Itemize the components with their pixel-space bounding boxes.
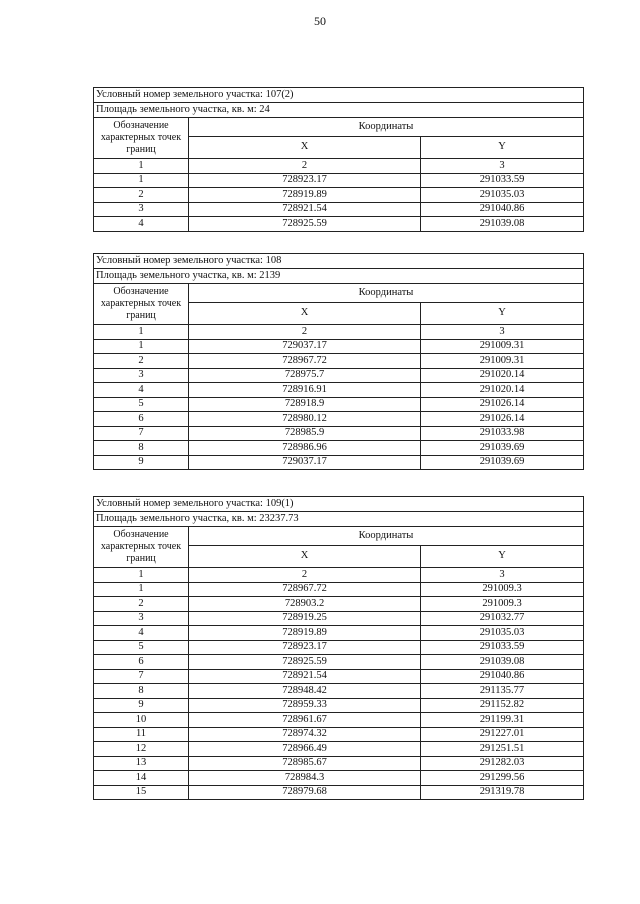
coordinates-header: Координаты (189, 118, 584, 137)
header-row (94, 284, 584, 303)
table-row (94, 397, 584, 412)
y-value: 291227.01 (421, 727, 584, 742)
y-value: 291033.59 (421, 640, 584, 655)
x-value: 728918.9 (189, 397, 421, 412)
points-label-header: Обозначение характерных точек границ (94, 527, 189, 568)
parcel-area-row (94, 269, 584, 284)
x-value: 728903.2 (189, 597, 421, 612)
table-row (94, 626, 584, 641)
parcel-number: Условный номер земельного участка: 108 (94, 254, 584, 269)
parcel-area: Площадь земельного участка, кв. м: 24 (94, 103, 584, 118)
table-row (94, 669, 584, 684)
table-row (94, 339, 584, 354)
parcel-number-row (94, 88, 584, 103)
column-number: 3 (421, 159, 584, 174)
x-value: 728967.72 (189, 582, 421, 597)
page-number: 50 (314, 14, 326, 28)
x-value: 728925.59 (189, 217, 421, 232)
y-value: 291026.14 (421, 412, 584, 427)
point-number: 2 (94, 354, 189, 369)
table-row (94, 640, 584, 655)
point-number: 5 (94, 397, 189, 412)
y-value: 291039.08 (421, 217, 584, 232)
x-value: 728921.54 (189, 202, 421, 217)
coordinates-header: Координаты (189, 527, 584, 546)
point-number: 8 (94, 441, 189, 456)
y-value: 291035.03 (421, 188, 584, 203)
table-row (94, 426, 584, 441)
point-number: 4 (94, 383, 189, 398)
point-number: 1 (94, 339, 189, 354)
column-number: 1 (94, 159, 189, 174)
parcel-number: Условный номер земельного участка: 109(1) (94, 497, 584, 512)
x-value: 728967.72 (189, 354, 421, 369)
y-value: 291009.3 (421, 597, 584, 612)
points-label-header: Обозначение характерных точек границ (94, 118, 189, 159)
parcel-area: Площадь земельного участка, кв. м: 2139 (94, 269, 584, 284)
parcel-number-row (94, 254, 584, 269)
point-number: 13 (94, 756, 189, 771)
table-row (94, 727, 584, 742)
point-number: 3 (94, 202, 189, 217)
table-row (94, 441, 584, 456)
y-value: 291282.03 (421, 756, 584, 771)
parcel-number: Условный номер земельного участка: 107(2) (94, 88, 584, 103)
table-row (94, 756, 584, 771)
table-row (94, 188, 584, 203)
point-number: 4 (94, 217, 189, 232)
table-row (94, 611, 584, 626)
table-row (94, 684, 584, 699)
point-number: 1 (94, 173, 189, 188)
y-value: 291033.59 (421, 173, 584, 188)
table-row (94, 713, 584, 728)
parcel-area-row (94, 512, 584, 527)
point-number: 9 (94, 455, 189, 470)
y-value: 291040.86 (421, 202, 584, 217)
y-value: 291199.31 (421, 713, 584, 728)
y-value: 291152.82 (421, 698, 584, 713)
table-row (94, 202, 584, 217)
table-row (94, 597, 584, 612)
parcel-area-row (94, 103, 584, 118)
x-value: 728985.9 (189, 426, 421, 441)
point-number: 7 (94, 426, 189, 441)
y-value: 291020.14 (421, 368, 584, 383)
x-value: 728925.59 (189, 655, 421, 670)
x-value: 728986.96 (189, 441, 421, 456)
column-number-row (94, 568, 584, 583)
x-value: 729037.17 (189, 455, 421, 470)
x-value: 728923.17 (189, 173, 421, 188)
x-value: 728966.49 (189, 742, 421, 757)
x-value: 728984.3 (189, 771, 421, 786)
y-value: 291020.14 (421, 383, 584, 398)
x-value: 728919.25 (189, 611, 421, 626)
x-value: 728923.17 (189, 640, 421, 655)
point-number: 15 (94, 785, 189, 800)
x-value: 728980.12 (189, 412, 421, 427)
table-row (94, 742, 584, 757)
x-value: 728948.42 (189, 684, 421, 699)
x-value: 728979.68 (189, 785, 421, 800)
y-value: 291039.08 (421, 655, 584, 670)
y-value: 291035.03 (421, 626, 584, 641)
column-number: 2 (189, 159, 421, 174)
column-number: 1 (94, 325, 189, 340)
point-number: 9 (94, 698, 189, 713)
column-number: 2 (189, 325, 421, 340)
x-header: X (189, 137, 421, 159)
point-number: 6 (94, 412, 189, 427)
point-number: 5 (94, 640, 189, 655)
y-value: 291135.77 (421, 684, 584, 699)
point-number: 2 (94, 597, 189, 612)
y-value: 291033.98 (421, 426, 584, 441)
point-number: 7 (94, 669, 189, 684)
x-value: 728921.54 (189, 669, 421, 684)
table-row (94, 455, 584, 470)
table-row (94, 383, 584, 398)
x-value: 729037.17 (189, 339, 421, 354)
y-value: 291032.77 (421, 611, 584, 626)
point-number: 1 (94, 582, 189, 597)
column-number: 3 (421, 568, 584, 583)
x-value: 728961.67 (189, 713, 421, 728)
y-value: 291039.69 (421, 455, 584, 470)
x-value: 728919.89 (189, 188, 421, 203)
table-row (94, 354, 584, 369)
y-value: 291009.31 (421, 339, 584, 354)
header-row (94, 527, 584, 546)
x-header: X (189, 546, 421, 568)
x-value: 728975.7 (189, 368, 421, 383)
point-number: 4 (94, 626, 189, 641)
y-value: 291026.14 (421, 397, 584, 412)
point-number: 12 (94, 742, 189, 757)
table-row (94, 785, 584, 800)
x-header: X (189, 303, 421, 325)
table-row (94, 173, 584, 188)
column-number-row (94, 159, 584, 174)
table-row (94, 655, 584, 670)
y-value: 291039.69 (421, 441, 584, 456)
column-number: 2 (189, 568, 421, 583)
table-row (94, 582, 584, 597)
y-value: 291251.51 (421, 742, 584, 757)
point-number: 8 (94, 684, 189, 699)
point-number: 11 (94, 727, 189, 742)
y-value: 291009.31 (421, 354, 584, 369)
parcel-table-107-2 (93, 87, 584, 232)
y-value: 291040.86 (421, 669, 584, 684)
column-number: 1 (94, 568, 189, 583)
point-number: 3 (94, 368, 189, 383)
points-label-header: Обозначение характерных точек границ (94, 284, 189, 325)
x-value: 728985.67 (189, 756, 421, 771)
y-header: Y (421, 303, 584, 325)
x-value: 728916.91 (189, 383, 421, 398)
point-number: 3 (94, 611, 189, 626)
x-value: 728974.32 (189, 727, 421, 742)
y-value: 291299.56 (421, 771, 584, 786)
table-row (94, 771, 584, 786)
point-number: 6 (94, 655, 189, 670)
y-header: Y (421, 546, 584, 568)
y-value: 291319.78 (421, 785, 584, 800)
y-header: Y (421, 137, 584, 159)
table-row (94, 698, 584, 713)
point-number: 2 (94, 188, 189, 203)
point-number: 10 (94, 713, 189, 728)
coordinates-header: Координаты (189, 284, 584, 303)
table-row (94, 217, 584, 232)
parcel-number-row (94, 497, 584, 512)
y-value: 291009.3 (421, 582, 584, 597)
x-value: 728959.33 (189, 698, 421, 713)
column-number-row (94, 325, 584, 340)
parcel-area: Площадь земельного участка, кв. м: 23237.73 (94, 512, 584, 527)
parcel-table-108 (93, 253, 584, 470)
x-value: 728919.89 (189, 626, 421, 641)
point-number: 14 (94, 771, 189, 786)
column-number: 3 (421, 325, 584, 340)
header-row (94, 118, 584, 137)
parcel-table-109-1 (93, 496, 584, 800)
table-row (94, 412, 584, 427)
table-row (94, 368, 584, 383)
